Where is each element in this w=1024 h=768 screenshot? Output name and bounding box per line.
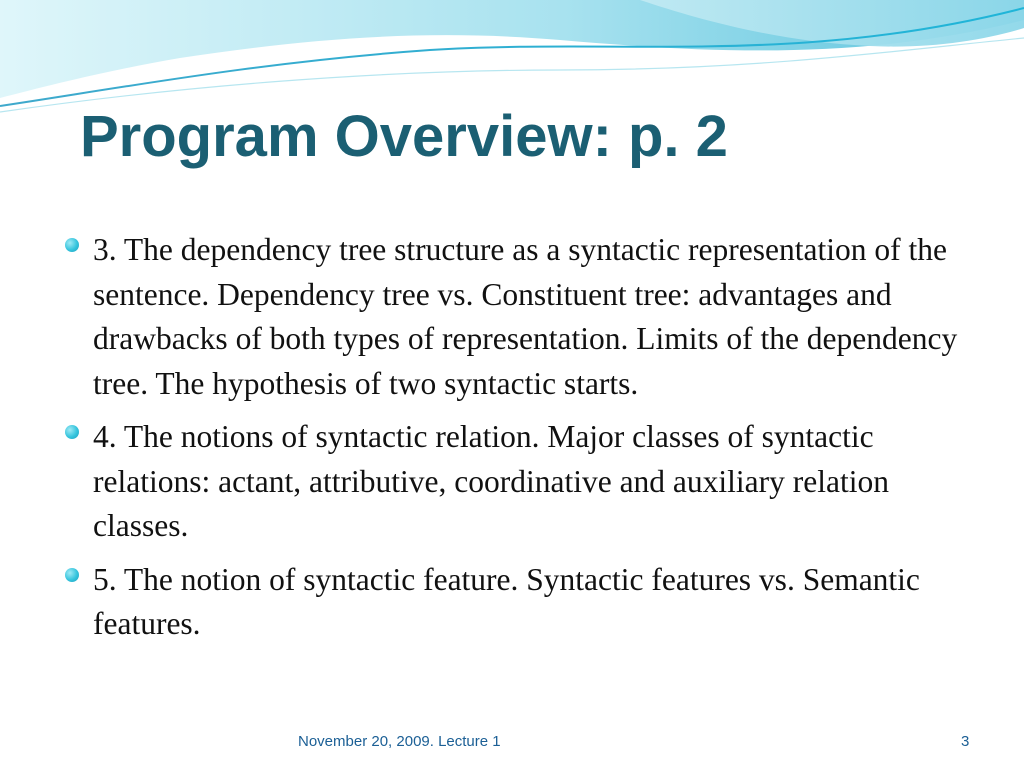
bullet-text: 3. The dependency tree structure as a syntactic representation of the sentence. Dependency tree vs. Constituent tree: advantages and drawbacks of both types of representation. Limits of the dependency tree. The hypothesis of two syntactic starts. bbox=[93, 232, 958, 401]
bullet-item bbox=[62, 415, 982, 549]
bullet-list bbox=[62, 228, 982, 656]
circle-bullet-icon bbox=[65, 425, 79, 439]
footer-date-lecture: November 20, 2009. Lecture 1 bbox=[298, 733, 501, 750]
bullet-text: 5. The notion of syntactic feature. Syntactic features vs. Semantic features. bbox=[93, 561, 920, 641]
bullet-text: 4. The notions of syntactic relation. Major classes of syntactic relations: actant, attributive, coordinative and auxiliary relation classes. bbox=[93, 419, 889, 543]
circle-bullet-icon bbox=[65, 568, 79, 582]
circle-bullet-icon bbox=[65, 238, 79, 252]
bullet-item bbox=[62, 228, 982, 406]
slide-title: Program Overview: p. 2 bbox=[80, 104, 728, 169]
bullet-item bbox=[62, 558, 982, 647]
footer-page-number: 3 bbox=[961, 733, 970, 750]
